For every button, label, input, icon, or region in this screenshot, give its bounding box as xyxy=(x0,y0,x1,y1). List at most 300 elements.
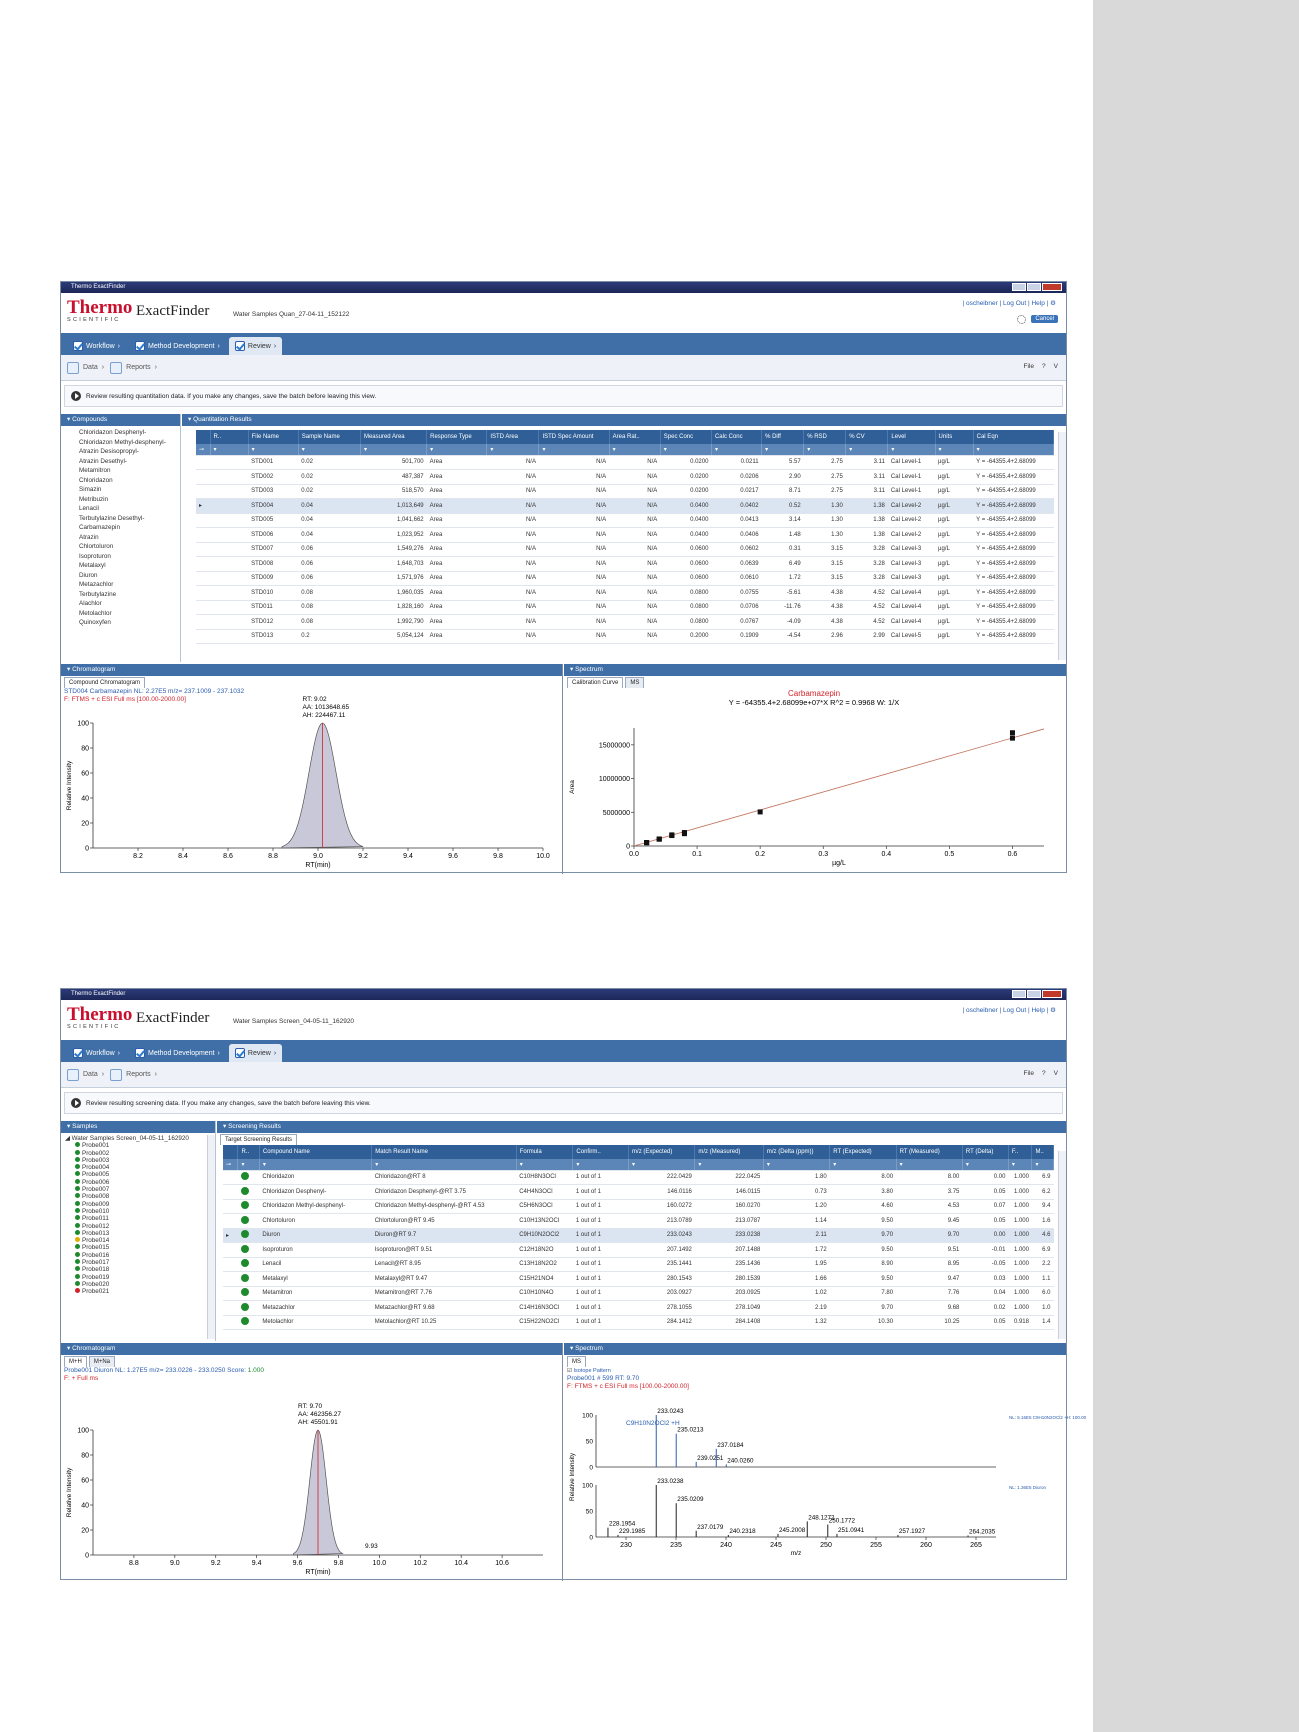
column-header[interactable]: Spec Conc xyxy=(660,430,711,444)
table-row[interactable] xyxy=(196,600,1054,615)
table-cell: N/A xyxy=(609,571,660,586)
cal-equation: Y = -64355.4+2.68099e+07*X R^2 = 0.9968 W: 1/X xyxy=(728,698,900,707)
list-item[interactable]: Chloridazon Methyl-desphenyl- xyxy=(79,438,166,446)
filter-cell[interactable]: ▾ xyxy=(660,444,711,455)
table-cell: Cal Level-1 xyxy=(888,455,935,470)
table-cell: Area xyxy=(427,542,487,557)
subnav-reports[interactable]: Reports › xyxy=(110,362,157,374)
table-cell: 0.06 xyxy=(298,542,360,557)
vertical-scrollbar[interactable] xyxy=(207,1135,215,1339)
table-cell: Metamitron@RT 7.76 xyxy=(372,1286,516,1301)
table-cell: 2.96 xyxy=(804,629,846,644)
list-item[interactable]: Metamitron xyxy=(79,467,111,474)
peak-label: 250.1772 xyxy=(828,1517,856,1525)
table-cell: 3.14 xyxy=(762,513,804,528)
row-indicator xyxy=(223,1272,238,1287)
chromatogram-header[interactable]: ▾ Chromatogram xyxy=(61,1343,562,1355)
table-row[interactable] xyxy=(223,1228,1054,1243)
file-button[interactable]: File xyxy=(1023,363,1035,370)
column-header[interactable]: m/z (Measured) xyxy=(695,1145,763,1159)
tab-review[interactable]: Review › xyxy=(229,337,282,355)
x-tick-label: 9.0 xyxy=(313,853,323,860)
table-cell: 1.32 xyxy=(763,1315,829,1330)
table-cell: N/A xyxy=(609,615,660,630)
list-item[interactable]: Chloridazon Desphenyl- xyxy=(79,429,147,436)
table-cell: 4.38 xyxy=(804,600,846,615)
filter-cell[interactable]: ▾ xyxy=(298,444,360,455)
x-tick-label: 265 xyxy=(970,1542,982,1549)
help-icon[interactable]: ? xyxy=(1042,1070,1046,1077)
column-header[interactable]: M.. xyxy=(1032,1145,1054,1159)
screening-header[interactable]: ▾ Screening Results xyxy=(217,1121,1066,1133)
table-row[interactable] xyxy=(223,1257,1054,1272)
table-cell: N/A xyxy=(539,615,609,630)
minimize-button[interactable] xyxy=(1012,990,1026,998)
peak-label: 228.1954 xyxy=(608,1520,636,1528)
list-item[interactable]: Simazin xyxy=(79,486,102,493)
table-cell: 0.0602 xyxy=(711,542,761,557)
compound-list[interactable] xyxy=(61,426,180,628)
column-header[interactable]: RT (Delta) xyxy=(962,1145,1008,1159)
column-header[interactable]: Confirm.. xyxy=(573,1145,629,1159)
list-item[interactable]: Metalaxyl xyxy=(79,562,106,569)
tree-item[interactable]: Probe011 xyxy=(65,1215,215,1222)
list-item[interactable]: Atrazin Desethyl- xyxy=(79,457,127,465)
filter-cell[interactable]: ▾ xyxy=(609,444,660,455)
table-row[interactable] xyxy=(196,484,1054,499)
table-cell xyxy=(210,600,248,615)
table-row[interactable] xyxy=(223,1185,1054,1200)
table-row[interactable] xyxy=(196,528,1054,543)
table-cell: Metamitron xyxy=(259,1286,371,1301)
y-tick-label: 100 xyxy=(77,1427,89,1435)
filter-cell[interactable]: ▾ xyxy=(846,444,888,455)
row-indicator xyxy=(196,542,210,557)
peak-label: 240.0260 xyxy=(727,1457,754,1465)
column-header[interactable]: Measured Area xyxy=(360,430,426,444)
top-panes xyxy=(61,1121,1066,1341)
minimize-button[interactable] xyxy=(1012,283,1026,291)
table-cell: 1.95 xyxy=(763,1257,829,1272)
status-dot-icon xyxy=(75,1179,80,1184)
table-cell: -11.76 xyxy=(762,600,804,615)
table-cell: N/A xyxy=(609,528,660,543)
table-cell: Chloridazon@RT 8 xyxy=(372,1170,516,1185)
table-cell xyxy=(238,1199,259,1214)
table-row[interactable] xyxy=(223,1243,1054,1258)
table-cell: STD001 xyxy=(248,455,298,470)
filter-cell[interactable]: ▾ xyxy=(427,444,487,455)
vertical-scrollbar[interactable] xyxy=(1058,432,1066,660)
table-row[interactable] xyxy=(196,542,1054,557)
filter-cell[interactable]: ▾ xyxy=(1008,1159,1032,1170)
list-item[interactable]: Metazachlor xyxy=(79,581,114,588)
chromatogram-header[interactable]: ▾ Chromatogram xyxy=(61,664,562,676)
table-cell: 1,648,703 xyxy=(360,557,426,572)
table-cell: 0.06 xyxy=(298,557,360,572)
tree-item[interactable]: Probe007 xyxy=(65,1186,215,1193)
table-row[interactable] xyxy=(223,1301,1054,1316)
vertical-scrollbar[interactable] xyxy=(1058,1151,1066,1339)
tree-item[interactable]: Probe016 xyxy=(65,1252,215,1259)
column-header[interactable]: RT (Measured) xyxy=(896,1145,962,1159)
table-cell: 0.02 xyxy=(962,1301,1008,1316)
top-panes xyxy=(61,414,1066,662)
table-row[interactable] xyxy=(196,615,1054,630)
table-cell: 0.0755 xyxy=(711,586,761,601)
table-cell: 8.00 xyxy=(896,1170,962,1185)
table-cell: Metolachlor@RT 10.25 xyxy=(372,1315,516,1330)
filter-cell[interactable]: ▾ xyxy=(711,444,761,455)
tab-m-plus-na[interactable]: M+Na xyxy=(89,1356,115,1367)
screening-table xyxy=(223,1145,1054,1330)
tab-calibration-curve[interactable]: Calibration Curve xyxy=(567,677,623,688)
column-header[interactable]: Compound Name xyxy=(259,1145,371,1159)
filter-cell[interactable]: ▾ xyxy=(962,1159,1008,1170)
tab-ms[interactable]: MS xyxy=(625,677,644,688)
tab-target-screening-results[interactable]: Target Screening Results xyxy=(220,1134,297,1145)
column-header[interactable]: % CV xyxy=(846,430,888,444)
subnav-reports[interactable]: Reports › xyxy=(110,1069,157,1081)
peak-label: 235.0213 xyxy=(677,1426,704,1434)
table-cell: 1.000 xyxy=(1008,1170,1032,1185)
compounds-header[interactable]: ▾ Compounds xyxy=(61,414,180,426)
table-cell: 3.75 xyxy=(896,1185,962,1200)
tab-workflow[interactable]: Workflow › xyxy=(67,1044,126,1062)
tree-item[interactable]: Probe018 xyxy=(65,1266,215,1273)
tree-item[interactable]: Probe003 xyxy=(65,1157,215,1164)
table-cell: 1 out of 1 xyxy=(573,1199,629,1214)
tab-m-plus-h[interactable]: M+H xyxy=(64,1356,87,1367)
list-item[interactable]: Isoproturon xyxy=(79,552,111,560)
subnav-data[interactable]: Data › xyxy=(67,1069,104,1081)
list-item[interactable]: Lenacil xyxy=(79,505,99,512)
table-cell xyxy=(210,470,248,485)
batch-name: Water Samples Screen_04-05-11_162920 xyxy=(233,1018,355,1025)
status-dot-icon xyxy=(75,1274,80,1279)
table-cell xyxy=(210,455,248,470)
tab-workflow[interactable]: Workflow › xyxy=(67,337,126,355)
list-item[interactable]: Chloridazon xyxy=(79,476,113,484)
column-header[interactable]: R.. xyxy=(210,430,248,444)
filter-cell[interactable]: ▾ xyxy=(762,444,804,455)
table-cell: C10H8N3OCl xyxy=(516,1170,573,1185)
filter-cell[interactable]: ▾ xyxy=(830,1159,896,1170)
table-row[interactable] xyxy=(223,1170,1054,1185)
spinner-icon xyxy=(1017,315,1026,324)
tab-ms[interactable]: MS xyxy=(567,1356,586,1367)
tree-item[interactable]: Probe020 xyxy=(65,1281,215,1288)
peak-label: 229.1985 xyxy=(618,1527,646,1535)
table-cell: C13H18N2O2 xyxy=(516,1257,573,1272)
table-cell: 5,054,124 xyxy=(360,629,426,644)
tree-item[interactable]: Probe010 xyxy=(65,1208,215,1215)
peak-label: RT: 9.70 xyxy=(298,1403,323,1410)
table-cell: 4.52 xyxy=(846,600,888,615)
table-cell: 1.30 xyxy=(804,513,846,528)
status-dot-icon xyxy=(75,1230,80,1235)
tree-root[interactable]: ◢ Water Samples Screen_04-05-11_162920 xyxy=(65,1135,189,1142)
file-button[interactable]: File xyxy=(1023,1070,1035,1077)
status-dot-icon xyxy=(75,1171,80,1176)
table-cell: 0.04 xyxy=(298,513,360,528)
table-row[interactable] xyxy=(223,1286,1054,1301)
table-cell: µg/L xyxy=(935,513,973,528)
list-item[interactable]: Metribuzin xyxy=(79,495,109,503)
table-cell: 9.70 xyxy=(830,1228,896,1243)
column-header[interactable]: Calc Conc xyxy=(711,430,761,444)
filter-cell[interactable]: ▾ xyxy=(573,1159,629,1170)
list-item[interactable]: Diuron xyxy=(79,571,98,579)
table-cell: 0.73 xyxy=(763,1185,829,1200)
table-cell: STD011 xyxy=(248,600,298,615)
isotope-label: Isotope Pattern xyxy=(573,1368,611,1374)
table-row[interactable] xyxy=(223,1214,1054,1229)
x-tick-label: 10.6 xyxy=(495,1560,509,1567)
table-cell: C15H21NO4 xyxy=(516,1272,573,1287)
table-cell: N/A xyxy=(487,528,539,543)
data-point xyxy=(682,830,687,835)
table-cell: 0.1909 xyxy=(711,629,761,644)
file-menu xyxy=(1024,1070,1058,1077)
table-cell: N/A xyxy=(609,600,660,615)
table-cell xyxy=(238,1315,259,1330)
help-icon[interactable]: ? xyxy=(1042,363,1046,370)
table-cell: 3.11 xyxy=(846,455,888,470)
cancel-button[interactable]: Cancel xyxy=(1031,315,1058,323)
y-tick-label: 5000000 xyxy=(602,809,630,817)
user-links[interactable]: | oscheibner | Log Out | Help | ⚙ xyxy=(962,300,1056,307)
isotope-checkbox[interactable]: ☑ xyxy=(567,1368,572,1374)
column-header[interactable]: F.. xyxy=(1008,1145,1032,1159)
table-cell: N/A xyxy=(539,557,609,572)
filter-cell[interactable]: ▾ xyxy=(973,444,1053,455)
subnav-data[interactable]: Data › xyxy=(67,362,104,374)
view-button[interactable]: V xyxy=(1053,363,1058,370)
table-cell: 1.38 xyxy=(846,528,888,543)
close-button[interactable] xyxy=(1042,990,1062,998)
table-cell: 1.02 xyxy=(763,1286,829,1301)
table-cell: Cal Level-1 xyxy=(888,484,935,499)
table-cell: 3.28 xyxy=(846,571,888,586)
tab-review[interactable]: Review › xyxy=(229,1044,282,1062)
filter-cell[interactable]: ▾ xyxy=(695,1159,763,1170)
table-cell: STD010 xyxy=(248,586,298,601)
tab-compound-chromatogram[interactable]: Compound Chromatogram xyxy=(64,677,145,688)
table-cell: 0.04 xyxy=(962,1286,1008,1301)
x-tick-label: 8.8 xyxy=(268,853,278,860)
filter-cell[interactable]: ▾ xyxy=(896,1159,962,1170)
user-links[interactable]: | oscheibner | Log Out | Help | ⚙ xyxy=(962,1007,1056,1014)
list-item[interactable]: Carbamazepin xyxy=(79,524,120,531)
table-cell: 233.0238 xyxy=(695,1228,763,1243)
column-header[interactable]: m/z (Expected) xyxy=(629,1145,695,1159)
table-cell: Cal Level-4 xyxy=(888,600,935,615)
table-cell: 0.08 xyxy=(298,615,360,630)
table-row[interactable] xyxy=(196,455,1054,470)
table-row[interactable] xyxy=(223,1199,1054,1214)
column-header[interactable]: % RSD xyxy=(804,430,846,444)
table-cell: 4.53 xyxy=(896,1199,962,1214)
tree-item[interactable]: Probe021 xyxy=(65,1288,215,1295)
y-tick-label: 0 xyxy=(85,1552,89,1560)
table-cell: 233.0243 xyxy=(629,1228,695,1243)
spectrum-header[interactable]: ▾ Spectrum xyxy=(564,664,1066,676)
table-cell: 0.918 xyxy=(1008,1315,1032,1330)
peak-label: RT: 9.02 xyxy=(302,696,327,703)
table-cell: STD007 xyxy=(248,542,298,557)
list-item[interactable]: Metolachlor xyxy=(79,609,112,617)
table-row[interactable] xyxy=(196,557,1054,572)
filter-cell[interactable]: ▾ xyxy=(360,444,426,455)
table-row[interactable] xyxy=(223,1272,1054,1287)
samples-header[interactable]: ▾ Samples xyxy=(61,1121,215,1133)
table-cell: 160.0270 xyxy=(695,1199,763,1214)
filter-cell[interactable]: ▾ xyxy=(804,444,846,455)
y-tick-label: 60 xyxy=(81,1477,89,1485)
filter-cell[interactable]: ▾ xyxy=(487,444,539,455)
list-item[interactable]: Quinoxyfen xyxy=(79,619,111,626)
maximize-button[interactable] xyxy=(1027,283,1041,291)
view-button[interactable]: V xyxy=(1053,1070,1058,1077)
column-header[interactable]: Response Type xyxy=(427,430,487,444)
table-row[interactable] xyxy=(223,1315,1054,1330)
table-row[interactable] xyxy=(196,499,1054,514)
filter-cell[interactable]: ▾ xyxy=(259,1159,371,1170)
column-header[interactable]: m/z (Delta (ppm)) xyxy=(763,1145,829,1159)
table-cell: Cal Level-4 xyxy=(888,586,935,601)
table-cell xyxy=(238,1228,259,1243)
tab-method-development[interactable]: Method Development › xyxy=(129,1044,226,1062)
table-cell: 0.0800 xyxy=(660,615,711,630)
filter-cell[interactable]: ▾ xyxy=(372,1159,516,1170)
tree-item[interactable]: Probe008 xyxy=(65,1193,215,1200)
column-header[interactable]: Sample Name xyxy=(298,430,360,444)
tree-item[interactable]: Probe006 xyxy=(65,1179,215,1186)
gear-icon[interactable]: ⚙ xyxy=(1050,1007,1056,1014)
filter-cell[interactable]: ▾ xyxy=(629,1159,695,1170)
column-header[interactable]: % Diff xyxy=(762,430,804,444)
table-cell xyxy=(210,557,248,572)
x-tick-label: 10.4 xyxy=(454,1560,468,1567)
tree-item[interactable]: Probe015 xyxy=(65,1244,215,1251)
list-item[interactable]: Chlortoluron xyxy=(79,543,114,550)
filter-cell[interactable]: ▾ xyxy=(516,1159,573,1170)
column-header[interactable]: Formula xyxy=(516,1145,573,1159)
table-cell: N/A xyxy=(487,557,539,572)
spectrum-header[interactable]: ▾ Spectrum xyxy=(564,1343,1066,1355)
x-tick-label: 10.2 xyxy=(413,1560,428,1567)
list-item[interactable]: Terbutylazine xyxy=(79,590,117,598)
table-cell: Chloridazon Methyl-desphenyl- xyxy=(259,1199,371,1214)
tree-item[interactable]: Probe001 xyxy=(65,1142,215,1149)
quantitation-header[interactable]: ▾ Quantitation Results xyxy=(182,414,1066,426)
table-cell: Area xyxy=(427,455,487,470)
tree-item[interactable]: Probe017 xyxy=(65,1259,215,1266)
table-cell: C10H10N4O xyxy=(516,1286,573,1301)
table-row[interactable] xyxy=(196,629,1054,644)
y-tick-label: 0 xyxy=(589,1534,593,1542)
list-item[interactable]: Atrazin Desisopropyl- xyxy=(79,448,139,455)
column-header[interactable]: Area Rat.. xyxy=(609,430,660,444)
table-cell: 501,700 xyxy=(360,455,426,470)
list-item[interactable]: Alachlor xyxy=(79,600,102,607)
list-item[interactable]: Atrazin xyxy=(79,533,99,541)
table-cell xyxy=(238,1170,259,1185)
table-cell: Metazachlor@RT 9.68 xyxy=(372,1301,516,1316)
column-header[interactable]: Match Result Name xyxy=(372,1145,516,1159)
table-cell: 3.28 xyxy=(846,542,888,557)
tree-item[interactable]: Probe004 xyxy=(65,1164,215,1171)
table-row[interactable] xyxy=(196,586,1054,601)
status-dot-icon xyxy=(241,1245,249,1253)
table-cell: 0.07 xyxy=(962,1199,1008,1214)
filter-cell[interactable]: ▾ xyxy=(935,444,973,455)
status-dot-icon xyxy=(75,1186,80,1191)
table-row[interactable] xyxy=(196,571,1054,586)
column-header[interactable]: Level xyxy=(888,430,935,444)
tree-item[interactable]: Probe005 xyxy=(65,1171,215,1178)
tree-item[interactable]: Probe014 xyxy=(65,1237,215,1244)
tree-item[interactable]: Probe019 xyxy=(65,1274,215,1281)
close-button[interactable] xyxy=(1042,283,1062,291)
filter-cell[interactable]: ⊸ xyxy=(223,1159,238,1170)
y-tick-label: 0 xyxy=(626,843,630,851)
x-tick-label: 240 xyxy=(720,1542,732,1549)
chrom-info-line: STD004 Carbamazepin NL: 2.27E5 m/z= 237.1009 - 237.1032 xyxy=(64,688,245,695)
sample-tree[interactable] xyxy=(61,1133,215,1296)
filter-cell[interactable]: ▾ xyxy=(238,1159,259,1170)
table-cell: Metalaxyl xyxy=(259,1272,371,1287)
filter-cell[interactable]: ▾ xyxy=(210,444,248,455)
column-header[interactable]: ISTD Spec Amount xyxy=(539,430,609,444)
gear-icon[interactable]: ⚙ xyxy=(1050,300,1056,307)
list-item[interactable]: Terbutylazine Desethyl- xyxy=(79,514,145,522)
data-point xyxy=(657,837,662,842)
column-header[interactable]: Cal Eqn xyxy=(973,430,1053,444)
column-header[interactable]: File Name xyxy=(248,430,298,444)
filter-cell[interactable]: ▾ xyxy=(539,444,609,455)
table-cell: 1 out of 1 xyxy=(573,1315,629,1330)
tree-item[interactable]: Probe002 xyxy=(65,1150,215,1157)
column-header[interactable]: Units xyxy=(935,430,973,444)
y-axis-label: Relative Intensity xyxy=(66,1467,73,1518)
tab-method-development[interactable]: Method Development › xyxy=(129,337,226,355)
table-cell: 4.38 xyxy=(804,615,846,630)
table-row[interactable] xyxy=(196,513,1054,528)
filter-cell[interactable]: ▾ xyxy=(1032,1159,1054,1170)
tree-item[interactable]: Probe013 xyxy=(65,1230,215,1237)
column-header[interactable]: R.. xyxy=(238,1145,259,1159)
tree-item[interactable]: Probe009 xyxy=(65,1201,215,1208)
filter-cell[interactable]: ▾ xyxy=(763,1159,829,1170)
table-cell: 9.50 xyxy=(830,1272,896,1287)
filter-cell[interactable]: ▾ xyxy=(248,444,298,455)
column-header[interactable]: ISTD Area xyxy=(487,430,539,444)
tree-item[interactable]: Probe012 xyxy=(65,1223,215,1230)
filter-cell[interactable]: ⊸ xyxy=(196,444,210,455)
table-cell: N/A xyxy=(609,542,660,557)
checkbox-icon xyxy=(135,1048,145,1058)
column-header[interactable]: RT (Expected) xyxy=(830,1145,896,1159)
workflow-bar xyxy=(61,333,1066,355)
filter-cell[interactable]: ▾ xyxy=(888,444,935,455)
table-cell: 203.0925 xyxy=(695,1286,763,1301)
row-indicator xyxy=(196,557,210,572)
maximize-button[interactable] xyxy=(1027,990,1041,998)
table-row[interactable] xyxy=(196,470,1054,485)
y-tick-label: 0 xyxy=(589,1464,593,1472)
